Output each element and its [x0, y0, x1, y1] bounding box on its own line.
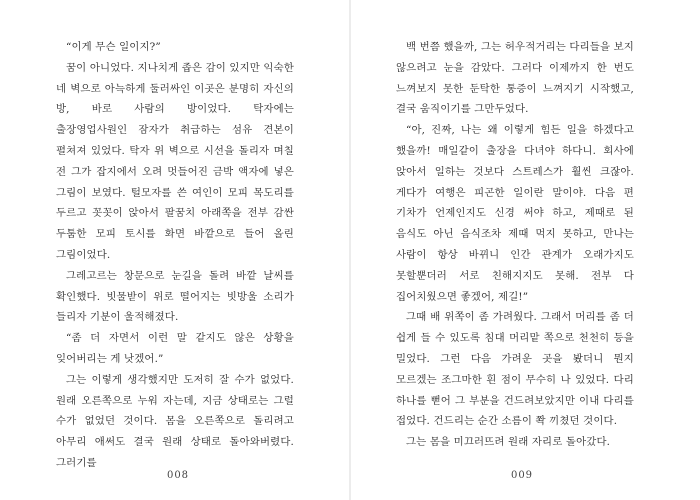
right-page-number: 009 [510, 470, 534, 481]
paragraph: “좀 더 자면서 이런 말 같지도 않은 상황을 잊어버리는 게 낫겠어.” [56, 332, 294, 365]
paragraph: 그는 몸을 미끄러뜨려 원래 자리로 돌아갔다. [406, 436, 611, 449]
paragraph: 그레고르는 창문으로 눈길을 돌려 바깥 날씨를 확인했다. 빗물받이 위로 떨어지는 빗방울 소리가 들리자 기분이 울적해졌다. [56, 269, 294, 324]
right-page [350, 0, 700, 500]
paragraph: 꿈이 아니었다. 지나치게 좁은 감이 있지만 익숙한 네 벽으로 아늑하게 둘러싸인 이곳은 분명히 자신의 방, 바로 사람의 방이었다. 탁자에는 출장영업사원인 잠자가 취급하는 섬유 견본이 펼쳐져 있었다. 탁자 위 벽으로 시선을 돌리자 며칠 전 그가 잡지에서 오려 멋들어진 금박 액자에 넣은 그림이 보였다. 털모자를 쓴 여인이 모피 목도리를 두르고 꼿꼿이 앉아서 팔꿈치 아래쪽을 전부 감싼 두툼한 모피 토시를 화면 바깥으로 들어 올린 그림이었다. [56, 61, 294, 261]
paragraph: 백 번쯤 했을까, 그는 허우적거리는 다리들을 보지 않으려고 눈을 감았다. 그러다 이제까지 한 번도 느껴보지 못한 둔탁한 통증이 느껴지기 시작했고, 결국 움직이기를 그만두었다. [396, 41, 634, 116]
paragraph: 그때 배 위쪽이 좀 가려웠다. 그래서 머리를 좀 더 쉽게 들 수 있도록 침대 머리맡 쪽으로 천천히 등을 밀었다. 그런 다음 가려운 곳을 봤더니 뭔지 모르겠는 조그마한 흰 점이 무수히 나 있었다. 다리 하나를 뻗어 그 부분을 건드려보았지만 이내 다리를 접었다. 건드리는 순간 소름이 쫙 끼쳤던 것이다. [396, 311, 634, 428]
paragraph: “이게 무슨 일이지?” [66, 41, 161, 53]
right-page-body [396, 37, 634, 453]
paragraph: 그는 이렇게 생각했지만 도저히 잘 수가 없었다. 원래 오른쪽으로 누워 자는데, 지금 상태로는 그럴 수가 없었던 것이다. 몸을 오른쪽으로 돌리려고 아무리 애써도 결국 원래 상태로 돌아와버렸다. 그러기를 [56, 373, 294, 469]
paragraph: “아, 진짜, 나는 왜 이렇게 힘든 일을 하겠다고 했을까! 매일같이 출장을 다녀야 하다니. 회사에 앉아서 일하는 것보다 스트레스가 훨씬 크잖아. 게다가 여행은 피곤한 일이란 말이야. 다음 편 기차가 언제인지도 신경 써야 하고, 제때로 된 음식도 아닌 음식조차 제때 먹지 못하고, 만나는 사람이 항상 바뀌니 인간 관계가 오래가지도 못할뿐더러 서로 친해지지도 못해. 전부 다 집어치웠으면 좋겠어, 제길!” [396, 124, 634, 303]
left-page-body [56, 37, 294, 474]
left-page-number: 008 [166, 470, 190, 481]
